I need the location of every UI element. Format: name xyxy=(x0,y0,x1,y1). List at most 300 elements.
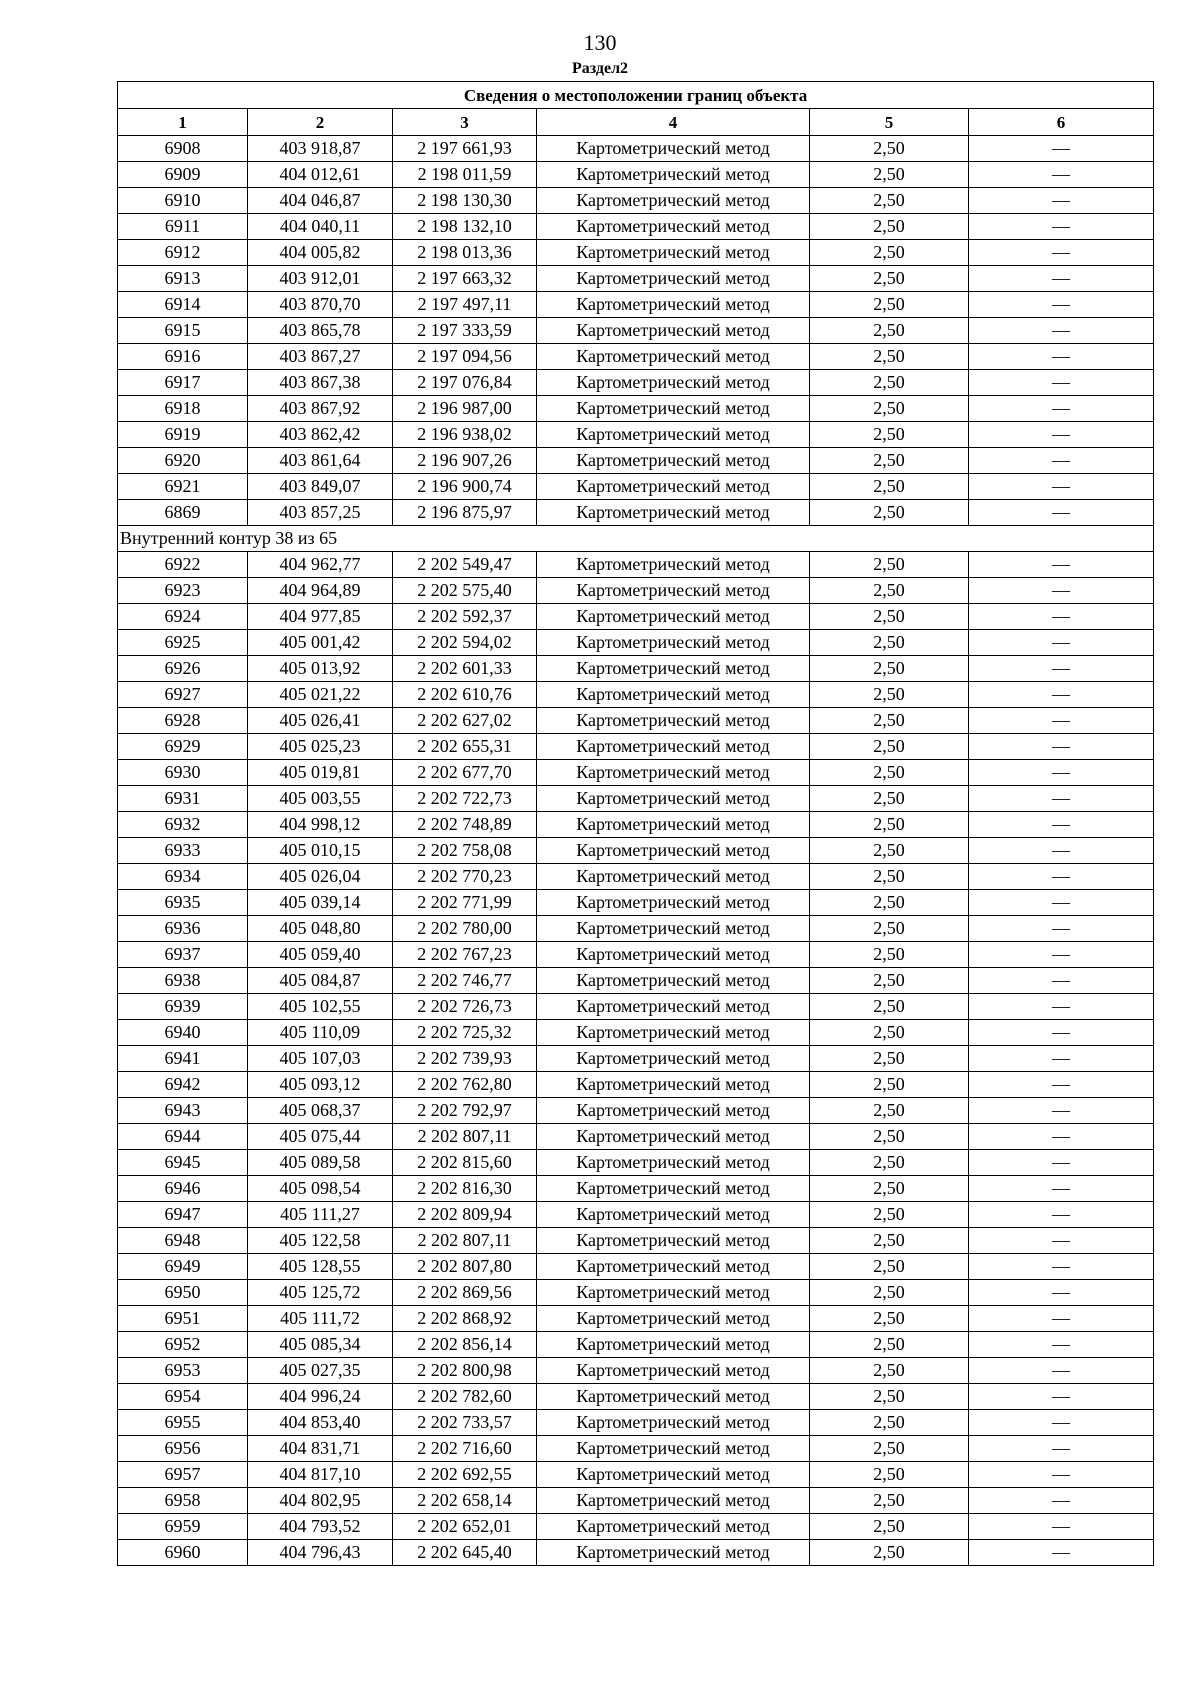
table-cell: Картометрический метод xyxy=(537,1020,810,1046)
table-cell: 6943 xyxy=(118,1098,248,1124)
table-cell: 2,50 xyxy=(810,344,969,370)
table-cell: Картометрический метод xyxy=(537,1358,810,1384)
table-cell: 405 026,04 xyxy=(248,864,393,890)
table-cell: — xyxy=(969,552,1154,578)
table-row xyxy=(118,1202,1154,1228)
table-cell: Картометрический метод xyxy=(537,760,810,786)
table-cell: — xyxy=(969,474,1154,500)
table-cell: Картометрический метод xyxy=(537,396,810,422)
table-cell: — xyxy=(969,1384,1154,1410)
table-cell: 6953 xyxy=(118,1358,248,1384)
table-cell: Картометрический метод xyxy=(537,318,810,344)
table-cell: 2,50 xyxy=(810,1384,969,1410)
table-cell: Картометрический метод xyxy=(537,734,810,760)
table-cell: 6936 xyxy=(118,916,248,942)
table-row xyxy=(118,292,1154,318)
table-row xyxy=(118,1306,1154,1332)
table-row xyxy=(118,578,1154,604)
table-cell: Картометрический метод xyxy=(537,1046,810,1072)
boundary-coordinates-table xyxy=(117,81,1154,1566)
table-cell: 404 964,89 xyxy=(248,578,393,604)
table-cell: 6925 xyxy=(118,630,248,656)
table-cell: 403 849,07 xyxy=(248,474,393,500)
table-cell: 2,50 xyxy=(810,1488,969,1514)
table-cell: Картометрический метод xyxy=(537,1488,810,1514)
table-cell: — xyxy=(969,188,1154,214)
table-cell: 2 202 770,23 xyxy=(393,864,537,890)
table-cell: 403 867,38 xyxy=(248,370,393,396)
table-cell: 405 001,42 xyxy=(248,630,393,656)
table-row xyxy=(118,942,1154,968)
table-cell: 404 853,40 xyxy=(248,1410,393,1436)
table-cell: — xyxy=(969,578,1154,604)
table-cell: 2,50 xyxy=(810,448,969,474)
table-cell: Картометрический метод xyxy=(537,1150,810,1176)
table-cell: Картометрический метод xyxy=(537,422,810,448)
table-cell: 6948 xyxy=(118,1228,248,1254)
table-cell: 404 996,24 xyxy=(248,1384,393,1410)
table-row xyxy=(118,916,1154,942)
table-cell: Картометрический метод xyxy=(537,1514,810,1540)
table-cell: 6918 xyxy=(118,396,248,422)
table-cell: 2 202 726,73 xyxy=(393,994,537,1020)
table-cell: 2 202 748,89 xyxy=(393,812,537,838)
table-cell: 6931 xyxy=(118,786,248,812)
table-cell: 6930 xyxy=(118,760,248,786)
table-cell: Картометрический метод xyxy=(537,812,810,838)
table-cell: 2 202 815,60 xyxy=(393,1150,537,1176)
table-cell: Картометрический метод xyxy=(537,136,810,162)
table-cell: Картометрический метод xyxy=(537,578,810,604)
table-cell: 6956 xyxy=(118,1436,248,1462)
table-cell: 2,50 xyxy=(810,786,969,812)
table-cell: — xyxy=(969,760,1154,786)
table-cell: 2,50 xyxy=(810,734,969,760)
table-cell: 2 202 652,01 xyxy=(393,1514,537,1540)
table-cell: — xyxy=(969,1332,1154,1358)
table-cell: 2,50 xyxy=(810,760,969,786)
table-cell: 404 831,71 xyxy=(248,1436,393,1462)
table-cell: 6951 xyxy=(118,1306,248,1332)
table-cell: 405 084,87 xyxy=(248,968,393,994)
table-cell: — xyxy=(969,864,1154,890)
table-cell: 2 197 663,32 xyxy=(393,266,537,292)
table-cell: 6917 xyxy=(118,370,248,396)
table-body xyxy=(118,136,1154,1566)
table-cell: 2 197 094,56 xyxy=(393,344,537,370)
table-cell: — xyxy=(969,942,1154,968)
table-cell: 2,50 xyxy=(810,1436,969,1462)
table-cell: 404 012,61 xyxy=(248,162,393,188)
table-cell: 2 202 816,30 xyxy=(393,1176,537,1202)
table-cell: 2,50 xyxy=(810,942,969,968)
table-cell: 2 196 987,00 xyxy=(393,396,537,422)
table-cell: 6958 xyxy=(118,1488,248,1514)
table-row xyxy=(118,162,1154,188)
table-cell: — xyxy=(969,968,1154,994)
table-cell: 2,50 xyxy=(810,552,969,578)
table-cell: — xyxy=(969,422,1154,448)
table-cell: 405 026,41 xyxy=(248,708,393,734)
table-cell: 6932 xyxy=(118,812,248,838)
table-cell: 404 802,95 xyxy=(248,1488,393,1514)
table-cell: 6941 xyxy=(118,1046,248,1072)
table-cell: — xyxy=(969,500,1154,526)
table-cell: 2,50 xyxy=(810,630,969,656)
table-cell: 405 021,22 xyxy=(248,682,393,708)
table-cell: 2,50 xyxy=(810,916,969,942)
table-cell: — xyxy=(969,240,1154,266)
table-cell: 404 046,87 xyxy=(248,188,393,214)
table-cell: — xyxy=(969,1436,1154,1462)
table-cell: Картометрический метод xyxy=(537,786,810,812)
table-cell: Картометрический метод xyxy=(537,344,810,370)
table-cell: — xyxy=(969,890,1154,916)
table-cell: 2 202 627,02 xyxy=(393,708,537,734)
table-row xyxy=(118,1462,1154,1488)
table-cell: 6922 xyxy=(118,552,248,578)
table-cell: Картометрический метод xyxy=(537,240,810,266)
table-cell: 403 867,27 xyxy=(248,344,393,370)
table-cell: Картометрический метод xyxy=(537,1410,810,1436)
table-cell: — xyxy=(969,1098,1154,1124)
table-cell: Картометрический метод xyxy=(537,1228,810,1254)
table-cell: 6949 xyxy=(118,1254,248,1280)
table-cell: — xyxy=(969,812,1154,838)
table-cell: — xyxy=(969,1540,1154,1566)
table-cell: 6908 xyxy=(118,136,248,162)
table-cell: — xyxy=(969,1202,1154,1228)
table-cell: Картометрический метод xyxy=(537,1384,810,1410)
table-cell: 2,50 xyxy=(810,838,969,864)
table-cell: 2 202 746,77 xyxy=(393,968,537,994)
table-cell: 2,50 xyxy=(810,1228,969,1254)
table-cell: 2,50 xyxy=(810,1150,969,1176)
table-cell: 2,50 xyxy=(810,370,969,396)
table-cell: 6921 xyxy=(118,474,248,500)
table-cell: 405 128,55 xyxy=(248,1254,393,1280)
table-cell: Картометрический метод xyxy=(537,942,810,968)
table-cell: 403 870,70 xyxy=(248,292,393,318)
table-cell: 2,50 xyxy=(810,422,969,448)
table-cell: 404 977,85 xyxy=(248,604,393,630)
table-cell: 2 196 900,74 xyxy=(393,474,537,500)
table-caption-row xyxy=(118,82,1154,109)
table-cell: 2 202 856,14 xyxy=(393,1332,537,1358)
table-cell: 405 089,58 xyxy=(248,1150,393,1176)
table-cell: 2 202 658,14 xyxy=(393,1488,537,1514)
table-cell: 405 027,35 xyxy=(248,1358,393,1384)
column-header: 3 xyxy=(393,109,537,136)
table-cell: 405 068,37 xyxy=(248,1098,393,1124)
table-cell: 2,50 xyxy=(810,994,969,1020)
table-row xyxy=(118,708,1154,734)
table-row xyxy=(118,1254,1154,1280)
table-row xyxy=(118,1436,1154,1462)
table-cell: 2 202 739,93 xyxy=(393,1046,537,1072)
table-cell: 2,50 xyxy=(810,1358,969,1384)
table-cell: Картометрический метод xyxy=(537,1306,810,1332)
table-cell: Картометрический метод xyxy=(537,162,810,188)
table-cell: 2 202 782,60 xyxy=(393,1384,537,1410)
table-cell: — xyxy=(969,734,1154,760)
table-cell: 2 202 722,73 xyxy=(393,786,537,812)
table-cell: 2,50 xyxy=(810,1280,969,1306)
table-cell: Картометрический метод xyxy=(537,994,810,1020)
contour-section-row xyxy=(118,526,1154,552)
table-cell: 2 202 809,94 xyxy=(393,1202,537,1228)
table-row xyxy=(118,812,1154,838)
table-cell: Картометрический метод xyxy=(537,682,810,708)
table-cell: 6957 xyxy=(118,1462,248,1488)
table-cell: 2,50 xyxy=(810,136,969,162)
table-row xyxy=(118,396,1154,422)
table-cell: 404 998,12 xyxy=(248,812,393,838)
table-row xyxy=(118,1488,1154,1514)
table-cell: 2 202 762,80 xyxy=(393,1072,537,1098)
table-cell: 405 111,27 xyxy=(248,1202,393,1228)
table-cell: — xyxy=(969,1488,1154,1514)
table-row xyxy=(118,448,1154,474)
table-cell: 2 202 780,00 xyxy=(393,916,537,942)
table-cell: 6937 xyxy=(118,942,248,968)
table-row xyxy=(118,1228,1154,1254)
table-cell: 2 202 677,70 xyxy=(393,760,537,786)
table-row xyxy=(118,1072,1154,1098)
table-cell: 6927 xyxy=(118,682,248,708)
table-row xyxy=(118,136,1154,162)
table-cell: 403 857,25 xyxy=(248,500,393,526)
table-cell: 405 122,58 xyxy=(248,1228,393,1254)
table-cell: 2,50 xyxy=(810,1098,969,1124)
table-row xyxy=(118,604,1154,630)
column-header: 1 xyxy=(118,109,248,136)
table-cell: 6910 xyxy=(118,188,248,214)
table-cell: Картометрический метод xyxy=(537,266,810,292)
table-cell: — xyxy=(969,292,1154,318)
table-row xyxy=(118,760,1154,786)
table-caption: Сведения о местоположении границ объекта xyxy=(118,82,1154,109)
page-number: 130 xyxy=(583,30,617,55)
table-row xyxy=(118,1124,1154,1150)
table-row xyxy=(118,734,1154,760)
table-cell: 2 202 655,31 xyxy=(393,734,537,760)
table-cell: Картометрический метод xyxy=(537,188,810,214)
table-cell: 405 111,72 xyxy=(248,1306,393,1332)
table-cell: 6950 xyxy=(118,1280,248,1306)
table-row xyxy=(118,682,1154,708)
table-cell: 405 075,44 xyxy=(248,1124,393,1150)
table-row xyxy=(118,994,1154,1020)
table-cell: 6954 xyxy=(118,1384,248,1410)
table-cell: 2,50 xyxy=(810,1254,969,1280)
table-cell: Картометрический метод xyxy=(537,1254,810,1280)
table-cell: 405 013,92 xyxy=(248,656,393,682)
table-cell: Картометрический метод xyxy=(537,838,810,864)
table-row xyxy=(118,1150,1154,1176)
table-row xyxy=(118,422,1154,448)
table-cell: 2,50 xyxy=(810,292,969,318)
table-cell: 2 197 333,59 xyxy=(393,318,537,344)
table-row xyxy=(118,1384,1154,1410)
table-row xyxy=(118,968,1154,994)
table-row xyxy=(118,1176,1154,1202)
table-cell: — xyxy=(969,1410,1154,1436)
table-cell: 2,50 xyxy=(810,1020,969,1046)
table-cell: 2 197 076,84 xyxy=(393,370,537,396)
table-cell: Картометрический метод xyxy=(537,474,810,500)
table-cell: — xyxy=(969,1462,1154,1488)
table-cell: 6938 xyxy=(118,968,248,994)
table-cell: 405 110,09 xyxy=(248,1020,393,1046)
table-cell: 6924 xyxy=(118,604,248,630)
table-row xyxy=(118,1098,1154,1124)
table-cell: 2 202 807,80 xyxy=(393,1254,537,1280)
table-row xyxy=(118,1020,1154,1046)
table-header-row xyxy=(118,109,1154,136)
table-cell: — xyxy=(969,318,1154,344)
table-cell: 2 202 645,40 xyxy=(393,1540,537,1566)
table-cell: 2,50 xyxy=(810,578,969,604)
column-header: 6 xyxy=(969,109,1154,136)
table-cell: 6939 xyxy=(118,994,248,1020)
table-cell: — xyxy=(969,1176,1154,1202)
table-cell: Картометрический метод xyxy=(537,552,810,578)
table-row xyxy=(118,630,1154,656)
table-cell: 405 039,14 xyxy=(248,890,393,916)
table-cell: 6952 xyxy=(118,1332,248,1358)
table-cell: Картометрический метод xyxy=(537,1124,810,1150)
table-cell: Картометрический метод xyxy=(537,1540,810,1566)
table-cell: 2,50 xyxy=(810,864,969,890)
table-cell: — xyxy=(969,656,1154,682)
table-cell: 405 093,12 xyxy=(248,1072,393,1098)
table-cell: 403 918,87 xyxy=(248,136,393,162)
table-cell: 2 202 807,11 xyxy=(393,1124,537,1150)
table-cell: 405 107,03 xyxy=(248,1046,393,1072)
table-cell: Картометрический метод xyxy=(537,1098,810,1124)
table-cell: 2,50 xyxy=(810,1124,969,1150)
table-cell: 6945 xyxy=(118,1150,248,1176)
table-cell: 2 198 013,36 xyxy=(393,240,537,266)
table-cell: — xyxy=(969,1254,1154,1280)
table-cell: 2 197 661,93 xyxy=(393,136,537,162)
table-cell: 2 196 938,02 xyxy=(393,422,537,448)
table-cell: 2 202 767,23 xyxy=(393,942,537,968)
table-cell: Картометрический метод xyxy=(537,500,810,526)
table-cell: — xyxy=(969,1046,1154,1072)
table-cell: 2 202 692,55 xyxy=(393,1462,537,1488)
table-cell: 2,50 xyxy=(810,240,969,266)
table-cell: 403 862,42 xyxy=(248,422,393,448)
table-cell: 403 861,64 xyxy=(248,448,393,474)
table-cell: 2 202 800,98 xyxy=(393,1358,537,1384)
table-cell: 2 202 758,08 xyxy=(393,838,537,864)
table-cell: 6926 xyxy=(118,656,248,682)
table-cell: — xyxy=(969,1150,1154,1176)
table-cell: 404 040,11 xyxy=(248,214,393,240)
table-cell: 2,50 xyxy=(810,708,969,734)
table-cell: Картометрический метод xyxy=(537,448,810,474)
table-row xyxy=(118,786,1154,812)
table-row xyxy=(118,370,1154,396)
table-cell: 405 098,54 xyxy=(248,1176,393,1202)
table-cell: 6911 xyxy=(118,214,248,240)
table-cell: 2 202 594,02 xyxy=(393,630,537,656)
table-cell: Картометрический метод xyxy=(537,864,810,890)
table-cell: Картометрический метод xyxy=(537,1280,810,1306)
table-row xyxy=(118,240,1154,266)
table-cell: 6909 xyxy=(118,162,248,188)
table-cell: — xyxy=(969,994,1154,1020)
table-cell: 2 202 869,56 xyxy=(393,1280,537,1306)
table-cell: 2 202 575,40 xyxy=(393,578,537,604)
table-cell: 6916 xyxy=(118,344,248,370)
table-cell: Картометрический метод xyxy=(537,292,810,318)
table-cell: 405 003,55 xyxy=(248,786,393,812)
table-cell: 6933 xyxy=(118,838,248,864)
table-cell: 2,50 xyxy=(810,1332,969,1358)
table-row xyxy=(118,1514,1154,1540)
table-row xyxy=(118,656,1154,682)
table-cell: Картометрический метод xyxy=(537,890,810,916)
table-cell: 405 010,15 xyxy=(248,838,393,864)
table-cell: Картометрический метод xyxy=(537,656,810,682)
table-cell: — xyxy=(969,1280,1154,1306)
table-cell: Картометрический метод xyxy=(537,1176,810,1202)
table-cell: 6869 xyxy=(118,500,248,526)
table-cell: — xyxy=(969,1228,1154,1254)
table-cell: 405 019,81 xyxy=(248,760,393,786)
table-cell: 403 865,78 xyxy=(248,318,393,344)
table-cell: 2,50 xyxy=(810,1072,969,1098)
table-row xyxy=(118,344,1154,370)
table-cell: 403 912,01 xyxy=(248,266,393,292)
table-cell: 2,50 xyxy=(810,188,969,214)
table-cell: 404 962,77 xyxy=(248,552,393,578)
table-cell: 6960 xyxy=(118,1540,248,1566)
table-cell: 2 202 807,11 xyxy=(393,1228,537,1254)
contour-section-label: Внутренний контур 38 из 65 xyxy=(118,526,1154,552)
table-cell: — xyxy=(969,266,1154,292)
table-cell: Картометрический метод xyxy=(537,708,810,734)
table-row xyxy=(118,474,1154,500)
table-cell: — xyxy=(969,1514,1154,1540)
table-row xyxy=(118,500,1154,526)
table-cell: 6946 xyxy=(118,1176,248,1202)
table-cell: 2 202 733,57 xyxy=(393,1410,537,1436)
section-title: Раздел2 xyxy=(571,60,629,77)
table-cell: 2 198 130,30 xyxy=(393,188,537,214)
table-cell: — xyxy=(969,1124,1154,1150)
table-cell: — xyxy=(969,1020,1154,1046)
table-cell: 6919 xyxy=(118,422,248,448)
table-cell: — xyxy=(969,786,1154,812)
table-cell: 2,50 xyxy=(810,1540,969,1566)
table-cell: 405 102,55 xyxy=(248,994,393,1020)
table-cell: 6947 xyxy=(118,1202,248,1228)
table-cell: 6935 xyxy=(118,890,248,916)
table-cell: 2 198 132,10 xyxy=(393,214,537,240)
table-cell: 2,50 xyxy=(810,1514,969,1540)
table-cell: 2 202 601,33 xyxy=(393,656,537,682)
column-header: 2 xyxy=(248,109,393,136)
table-cell: — xyxy=(969,682,1154,708)
table-cell: 2 202 716,60 xyxy=(393,1436,537,1462)
table-row xyxy=(118,1046,1154,1072)
table-cell: 404 793,52 xyxy=(248,1514,393,1540)
table-cell: 2 202 610,76 xyxy=(393,682,537,708)
